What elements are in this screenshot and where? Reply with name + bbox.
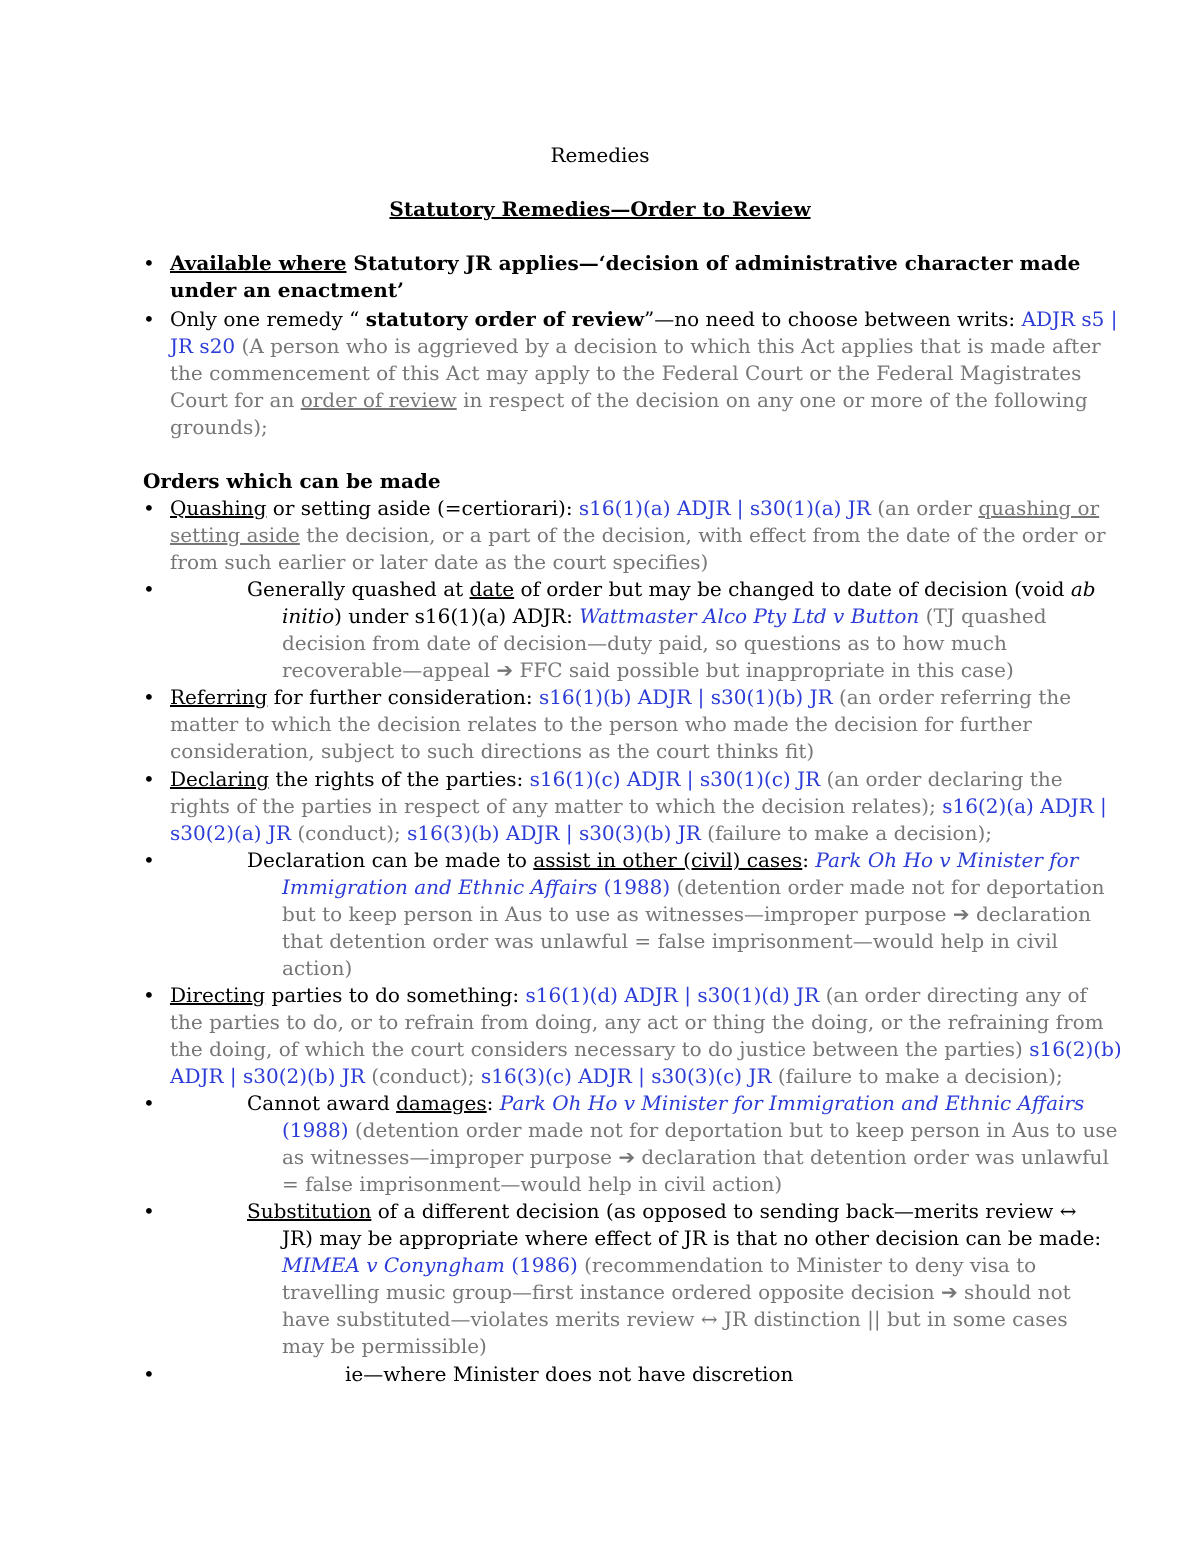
subbullet-damages-line1: Cannot award damages: Park Oh Ho v Minister for Immigration and Ethnic Affairs [247, 1091, 1085, 1115]
bullet-only-line2: JR s20 (A person who is aggrieved by a decision to which this Act applies that is made after [170, 334, 1101, 358]
subbullet-generally-line3: decision from date of decision—duty paid, so questions as to how much [282, 631, 1007, 655]
citation-link: s16(3)(b) ADJR | s30(3)(b) JR [407, 821, 701, 845]
subbullet-subst-line1: Substitution of a different decision (as opposed to sending back—merits review ↔ [247, 1199, 1077, 1223]
subsubbullet-ie: ie—where Minister does not have discretion [345, 1362, 794, 1386]
bullet-quash-line2: setting aside the decision, or a part of the decision, with effect from the date of the order or [170, 523, 1106, 547]
bullet: • [143, 685, 155, 709]
subbullet-declaration-line1: Declaration can be made to assist in other (civil) cases: Park Oh Ho v Minister for [247, 848, 1079, 872]
case-name: Wattmaster Alco Pty Ltd v Button [579, 604, 920, 628]
citation-link: ADJR | s30(2)(b) JR [170, 1064, 365, 1088]
subbullet-subst-line4: travelling music group—first instance ordered opposite decision ➔ should not [282, 1280, 1071, 1304]
bullet-direct-line3: the doing, of which the court considers necessary to do justice between the parties) s16(2)(b) [170, 1037, 1122, 1061]
orders-heading: Orders which can be made [143, 469, 441, 493]
arrow-icon: ➔ [952, 902, 970, 926]
bullet-only-line5: grounds); [170, 415, 268, 439]
subbullet-declaration-line3: but to keep person in Aus to use as witnesses—improper purpose ➔ declaration [282, 902, 1091, 926]
arrow-icon: ➔ [618, 1145, 636, 1169]
citation-link: s16(1)(a) ADJR | s30(1)(a) JR [578, 496, 871, 520]
subbullet-declaration-line5: action) [282, 956, 353, 980]
subbullet-damages-line4: = false imprisonment—would help in civil action) [282, 1172, 783, 1196]
citation-link: JR s20 [170, 334, 236, 358]
bullet-available-line1: Available where Statutory JR applies—‘decision of administrative character made [170, 251, 1081, 275]
bullet: • [143, 496, 155, 520]
bullet-quash-line1: Quashing or setting aside (=certiorari): s16(1)(a) ADJR | s30(1)(a) JR (an order quashing or [170, 496, 1100, 520]
subbullet-generally-line1: Generally quashed at date of order but may be changed to date of decision (void ab [247, 577, 1096, 601]
bullet-declare-line3: s30(2)(a) JR (conduct); s16(3)(b) ADJR | s30(3)(b) JR (failure to make a decision); [170, 821, 993, 845]
bullet-declare-line2: rights of the parties in respect of any matter to which the decision relates); s16(2)(a) ADJR | [170, 794, 1107, 818]
section-heading: Statutory Remedies—Order to Review [389, 197, 811, 221]
subbullet-subst-line6: may be permissible) [282, 1334, 487, 1358]
bullet: • [143, 767, 155, 791]
bullet-quash-line3: from such earlier or later date as the court specifies) [170, 550, 709, 574]
subbullet-subst-line3: MIMEA v Conyngham (1986) (recommendation to Minister to deny visa to [282, 1253, 1037, 1277]
bullet-direct-line2: the parties to do, or to refrain from doing, any act or thing the doing, or the refraining from [170, 1010, 1104, 1034]
bullet: • [143, 1091, 155, 1115]
subbullet-declaration-line4: that detention order was unlawful = false imprisonment—would help in civil [282, 929, 1058, 953]
bullet-refer-line2: matter to which the decision relates to the person who made the decision for further [170, 712, 1032, 736]
bullet: • [143, 577, 155, 601]
bullet-refer-line3: consideration, subject to such directions as the court thinks fit) [170, 739, 815, 763]
case-name: MIMEA v Conyngham [282, 1253, 505, 1277]
citation-link: s16(1)(d) ADJR | s30(1)(d) JR [525, 983, 820, 1007]
bullet: • [143, 983, 155, 1007]
subbullet-declaration-line2: Immigration and Ethnic Affairs (1988) (detention order made not for deportation [282, 875, 1105, 899]
arrow-icon: ➔ [496, 658, 514, 682]
citation-link: s16(2)(b) [1029, 1037, 1122, 1061]
bullet: • [143, 848, 155, 872]
subbullet-subst-line2: JR) may be appropriate where effect of JR is that no other decision can be made: [282, 1226, 1102, 1250]
citation-link: ADJR s5 | [1021, 307, 1118, 331]
bullet-available-line2: under an enactment’ [170, 278, 405, 302]
citation-link: s16(3)(c) ADJR | s30(3)(c) JR [481, 1064, 772, 1088]
bullet: • [143, 307, 155, 331]
citation-link: s30(2)(a) JR [170, 821, 292, 845]
arrow-icon: ➔ [940, 1280, 958, 1304]
citation-link: s16(1)(c) ADJR | s30(1)(c) JR [529, 767, 821, 791]
bullet-only-line1: Only one remedy “ statutory order of review”—no need to choose between writs: ADJR s5 | [170, 307, 1118, 331]
bullet-only-line4: Court for an order of review in respect of the decision on any one or more of the following [170, 388, 1088, 412]
citation-link: s16(2)(a) ADJR | [942, 794, 1107, 818]
bullet: • [143, 1199, 155, 1223]
bullet: • [143, 251, 155, 275]
subbullet-generally-line4: recoverable—appeal ➔ FFC said possible but inappropriate in this case) [282, 658, 1014, 682]
citation-link: s16(1)(b) ADJR | s30(1)(b) JR [538, 685, 833, 709]
subbullet-damages-line2: (1988) (detention order made not for deportation but to keep person in Aus to use [282, 1118, 1118, 1142]
bullet-direct-line1: Directing parties to do something: s16(1)(d) ADJR | s30(1)(d) JR (an order directing any of [170, 983, 1087, 1007]
subbullet-subst-line5: have substituted—violates merits review ↔ JR distinction || but in some cases [282, 1307, 1068, 1331]
bullet-only-line3: the commencement of this Act may apply to the Federal Court or the Federal Magistrates [170, 361, 1082, 385]
bullet-direct-line4: ADJR | s30(2)(b) JR (conduct); s16(3)(c) ADJR | s30(3)(c) JR (failure to make a decision); [170, 1064, 1063, 1088]
bullet: • [143, 1362, 155, 1386]
case-name: Park Oh Ho v Minister for Immigration and Ethnic Affairs [499, 1091, 1085, 1115]
case-name: Park Oh Ho v Minister for [815, 848, 1079, 872]
subbullet-generally-line2: initio) under s16(1)(a) ADJR: Wattmaster Alco Pty Ltd v Button (TJ quashed [282, 604, 1047, 628]
bullet-declare-line1: Declaring the rights of the parties: s16(1)(c) ADJR | s30(1)(c) JR (an order declaring the [170, 767, 1063, 791]
subbullet-damages-line3: as witnesses—improper purpose ➔ declaration that detention order was unlawful [282, 1145, 1109, 1169]
page-title: Remedies [550, 143, 650, 167]
case-name: Immigration and Ethnic Affairs [282, 875, 598, 899]
bullet-refer-line1: Referring for further consideration: s16(1)(b) ADJR | s30(1)(b) JR (an order referring the [170, 685, 1072, 709]
